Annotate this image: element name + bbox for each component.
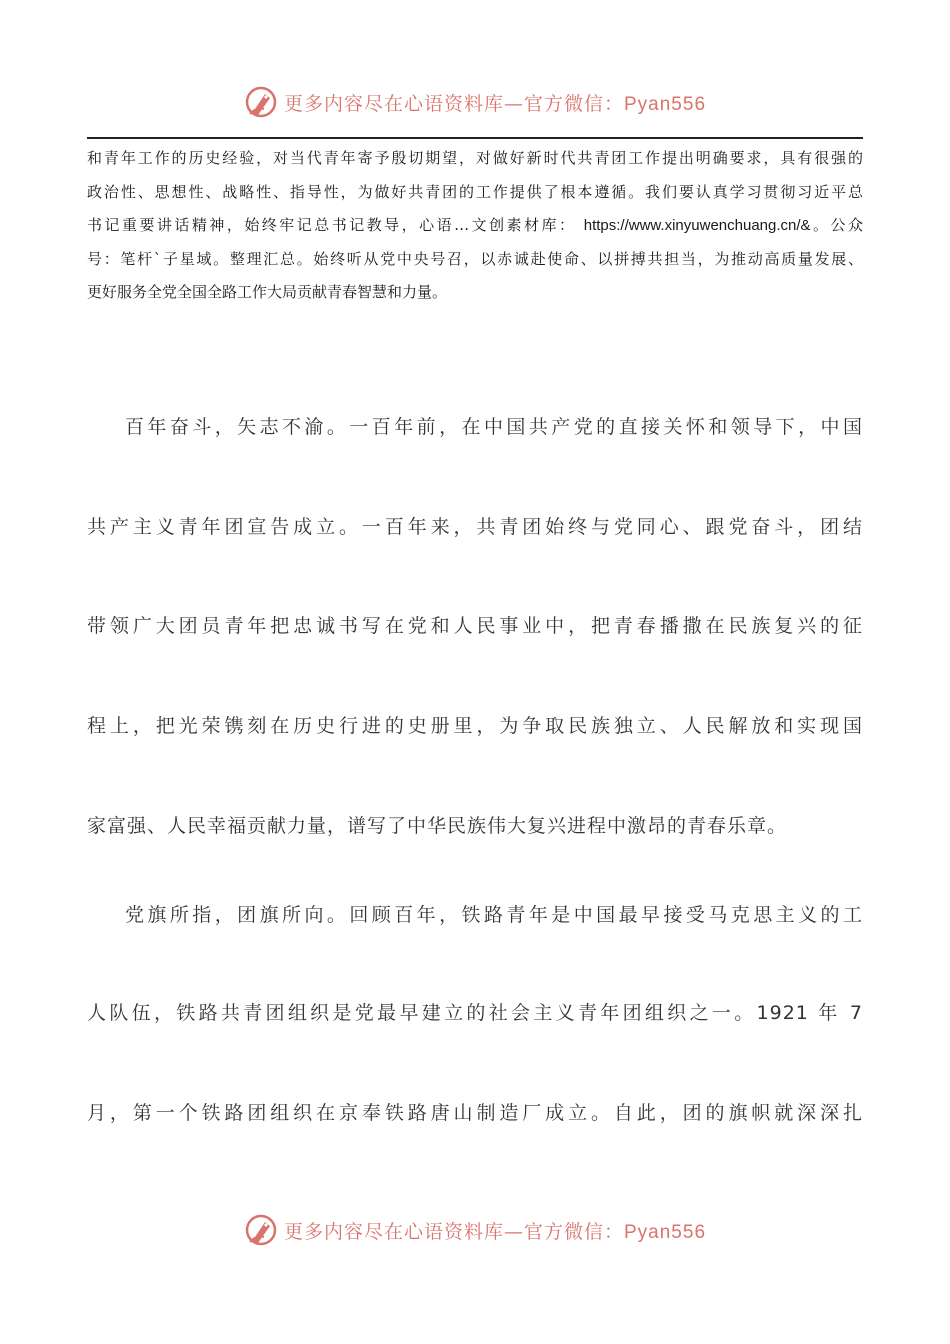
intro-line: 更好服务全党全国全路工作大局贡献青春智慧和力量。 [87, 283, 448, 301]
header-divider [87, 137, 863, 139]
header-banner-text [284, 89, 706, 116]
paragraph-line: 人队伍，铁路共青团组织是党最早建立的社会主义青年团组织之一。1921 年 7 [87, 1002, 863, 1024]
paragraph-line: 带领广大团员青年把忠诚书写在党和人民事业中，把青春播撒在民族复兴的征 [87, 615, 863, 637]
header-wechat-id: Pyan556 [624, 93, 707, 115]
footer-wechat-id: Pyan556 [624, 1221, 707, 1243]
pen-nib-logo-icon [244, 1213, 278, 1247]
intro-line: 政治性、思想性、战略性、指导性，为做好共青团的工作提供了根本遵循。我们要认真学习贯彻习近平总 [87, 182, 863, 201]
header-banner [0, 82, 950, 122]
paragraph-line: 党旗所指，团旗所向。回顾百年，铁路青年是中国最早接受马克思主义的工 [125, 904, 863, 926]
intro-line: 和青年工作的历史经验，对当代青年寄予殷切期望，对做好新时代共青团工作提出明确要求，具有很强的 [87, 149, 863, 167]
pen-nib-logo-icon [244, 85, 278, 119]
footer-banner-label: 更多内容尽在心语资料库—官方微信： [283, 1220, 624, 1243]
paragraph-line: 程上，把光荣镌刻在历史行进的史册里，为争取民族独立、人民解放和实现国 [87, 715, 863, 737]
footer-banner-text [284, 1217, 706, 1244]
intro-line-text: 。公众 [810, 216, 863, 234]
paragraph-line: 百年奋斗，矢志不渝。一百年前，在中国共产党的直接关怀和领导下，中国 [125, 416, 863, 438]
paragraph-line: 家富强、人民幸福贡献力量，谱写了中华民族伟大复兴进程中激昂的青春乐章。 [87, 815, 788, 837]
footer-banner [0, 1210, 950, 1250]
source-url-link[interactable]: https://www.xinyuwenchuang.cn/& [583, 217, 811, 234]
intro-line-with-url [87, 209, 863, 243]
intro-paragraph [87, 142, 863, 310]
intro-line-text: 书记重要讲话精神，始终牢记总书记教导，心语…文创素材库： [87, 216, 577, 234]
header-banner-label: 更多内容尽在心语资料库—官方微信： [283, 92, 624, 115]
intro-line: 号：笔杆`子星域。整理汇总。始终听从党中央号召，以赤诚赴使命、以拼搏共担当，为推动高质量发展、 [87, 249, 863, 268]
paragraph-line: 共产主义青年团宣告成立。一百年来，共青团始终与党同心、跟党奋斗，团结 [87, 516, 863, 538]
paragraph-line: 月，第一个铁路团组织在京奉铁路唐山制造厂成立。自此，团的旗帜就深深扎 [87, 1102, 863, 1124]
